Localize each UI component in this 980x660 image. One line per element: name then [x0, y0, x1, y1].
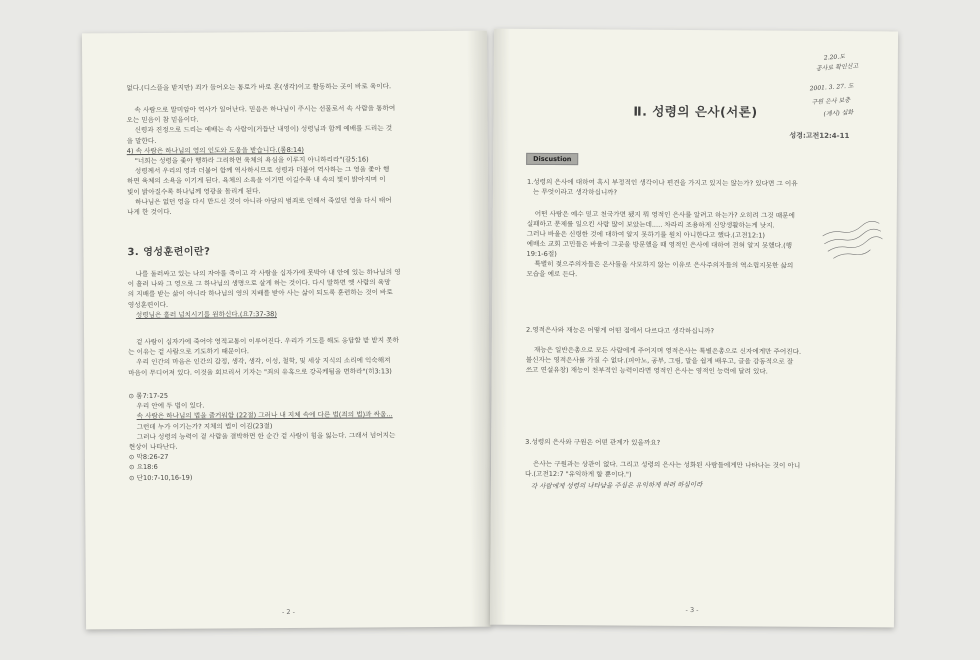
handwritten-note-5: (계시) 심화 [823, 109, 854, 118]
text-line: 쓰고 연설유창) 재능이 천부적인 능력이라면 영적인 은사는 영적인 능력에 달려 있다. [525, 365, 768, 376]
text-line: 모습을 예로 든다. [526, 269, 578, 279]
text-line: 을 말한다. [126, 136, 157, 145]
left-para4 [128, 335, 468, 378]
answer-1 [526, 209, 816, 281]
question-2: 2.영적은사와 재능은 어떻게 어떤 점에서 다르다고 생각하십니까? [525, 325, 714, 336]
text-line: 19:1-6절) [526, 249, 557, 259]
left-para3 [128, 267, 468, 320]
handwritten-verse: 각 사람에게 성령의 나타남을 주심은 유익하게 하려 하심이라 [530, 480, 703, 491]
question-3: 3.성령의 은사와 구원은 어떤 관계가 있을까요? [525, 437, 661, 447]
handwritten-note-2: 공사로 확인신고 [815, 62, 859, 73]
text-line: 우리 안에 두 법이 있다. [136, 401, 205, 411]
top-line-text: 없다.(디스플을 받지만) 죄가 들어오는 통로가 바로 혼(생각)이고 활동하는 곳이 바로 육이다. [126, 82, 392, 93]
text-line: 어떤 사람은 예수 믿고 천국가면 됐지 뭐 영적인 은사를 알려고 하는가? 오히려 그것 때문에 [534, 209, 795, 220]
text-line: 불신자는 영적은사를 가질 수 없다.(피아노, 공부, 그림, 말을 쉽게 배우고, 글을 감동적으로 잘 [525, 355, 794, 366]
text-line: 그런데 누가 이기는가? 지체의 법이 이김(23절) [136, 421, 273, 431]
answer-3 [525, 459, 855, 481]
left-top-line [126, 81, 466, 94]
chapter-title: Ⅱ. 성령의 은사(서론) [633, 103, 758, 120]
text-line: 현상이 나타난다. [128, 442, 178, 452]
page-number: - 3 - [685, 605, 699, 615]
page-number: - 2 - [281, 607, 295, 617]
text-line: 그러나 성령의 능력이 겉 사람을 결박하면 한 순간 겉 사람이 힘을 잃는다. 그래서 넘어지는 [136, 431, 396, 441]
verse-ref: ⊙ 막8:26-27 [128, 453, 169, 462]
text-line: 속 사람으로 말미암아 역사가 일어난다. 믿음은 하나님이 주시는 선물로서 속 사람을 통하여 [134, 104, 396, 115]
text-line: 우리 인간의 마음은 인간의 감정, 생각, 생각, 이성, 철학, 및 세상 지식의 소리에 익숙해져 [136, 356, 391, 367]
text-line: 은사는 구원과는 상관이 없다. 그리고 성령의 은사는 성화된 사람들에게만 나타나는 것이 아니 [533, 459, 801, 470]
verse-ref: ⊙ 요18:6 [128, 463, 158, 472]
text-line: 는 무엇이라고 생각하십니까? [532, 187, 618, 197]
spine-shadow [467, 31, 491, 627]
scribble-lines [819, 216, 888, 268]
text-line: 나게 한 것이다. [127, 207, 172, 217]
text-line: 그러나 바울은 신령한 것에 대하여 알지 못하기를 원치 아니한다고 했다.(고전12:1) [526, 229, 766, 240]
handwritten-note-1: 2.20.도 [823, 53, 846, 62]
booklet [84, 30, 896, 626]
text-line: 재능은 일반은총으로 모든 사람에게 주어지며 영적은사는 특별은총으로 신자에게만 주어진다. [533, 345, 802, 356]
text-line: 1.성령의 은사에 대하여 혹시 부정적인 생각이나 편견을 가지고 있지는 않는가? 있다면 그 이유 [526, 177, 798, 188]
text-line: 실패하고 문제를 일으킨 사람 많이 보았는데..... 차라리 조용하게 신앙생활하는게 낫지. [526, 219, 775, 230]
text-line: 예배소 교회 고민들은 바울이 그곳을 방문했을 때 영적인 은사에 대하여 전혀 알지 못했다.(행 [526, 239, 793, 250]
verse-ref: ⊙ 롬7:17-25 [128, 391, 169, 401]
text-line: 신령과 진정으로 드리는 예배는 속 사람이(거듭난 내영이) 성령님과 함께 예배를 드리는 것 [134, 124, 393, 135]
text-line: 이 흘러 나와 그 영으로 그 하나님의 생명으로 살게 하는 것이다. 다시 말하면 옛 사람의 육망 [127, 278, 391, 289]
text-line: 마음이 무디어져 있다. 이것을 회브리서 기자는 "죄의 유혹으로 강곡케됨을 면하라"(히3:13) [128, 366, 392, 377]
text-line: 빛이 밝아질수록 하나님께 영광을 돌리게 된다. [127, 186, 261, 196]
verse-list [128, 389, 469, 483]
text-line: 겉 사람이 십자가에 죽어야 영적교통이 이루어진다. 우리가 기도를 해도 응답할 받 받지 못하 [136, 336, 400, 347]
text-line: 다.(고전12:7 "유익하게 할 뿐이다.") [524, 469, 632, 479]
text-line: 의 지배를 받는 삶이 아니라 하나님의 영의 지배를 받아 사는 삶이 되도록 훈련하는 것이 바로 [127, 288, 393, 299]
section-3-title: 3. 영성훈련이란? [127, 246, 211, 259]
text-line: 하나님은 없던 영을 다시 만드신 것이 아니라 아담의 범죄로 인해서 죽었던 영을 다시 태어 [135, 196, 392, 206]
handwritten-note-3: 2001. 3. 27. 도 [809, 82, 854, 93]
text-line: "너희는 성령을 좇아 행하라 그리하면 육체의 욕심을 이루지 아니하리라"(갈5:16) [134, 155, 369, 166]
handwritten-note-4: 구원 은사 보충 [811, 96, 851, 107]
verse-ref: ⊙ 단10:7-10,16-19) [128, 473, 193, 482]
discussion-badge: Discustion [526, 153, 578, 165]
text-line: 성령께서 우리의 영과 더불어 함께 역사하시므로 성령과 더불어 역사하는 그 영을 좇아 행 [134, 165, 390, 176]
text-line: 는 이유는 겉 사람으로 기도하기 때문이다. [128, 347, 250, 357]
text-line: 성령님은 훌러 넘치시기를 원하신다.(요7:37-38) [135, 309, 277, 319]
question-1 [527, 177, 867, 199]
text-line: 특별히 젖으주의자들은 은사들을 사모하지 않는 이유로 은사주의자들의 역소립지못한 삶의 [534, 259, 794, 270]
left-para1 [126, 103, 467, 218]
text-line: 나를 둘러싸고 있는 나의 자아를 죽이고 각 사람을 십자가에 못박아 내 안에 있는 하나님의 영 [135, 268, 401, 279]
text-line: 속 사람은 하나님의 법을 즐거워함 (22절) 그러나 내 지체 속에 다른 법(죄의 법)과 싸움... [136, 410, 393, 421]
item-4-heading: 4) 속 사람은 하나님의 영의 인도와 도움을 받습니다.(롬8:14) [126, 145, 305, 155]
margin-scribble [819, 215, 896, 270]
scripture-reference: 성경:고전12:4-11 [789, 131, 850, 141]
text-line: 영성훈련이다. [127, 300, 169, 309]
answer-2 [526, 345, 846, 377]
text-line: 하면 육체의 소욕을 이기게 된다. 육체의 소욕을 이기면 이길수록 내 속의 빛이 밝아지며 이 [126, 175, 386, 186]
text-line: 오는 믿음이 참 믿음이다. [126, 115, 199, 125]
right-page [490, 29, 898, 628]
left-page [82, 31, 491, 630]
